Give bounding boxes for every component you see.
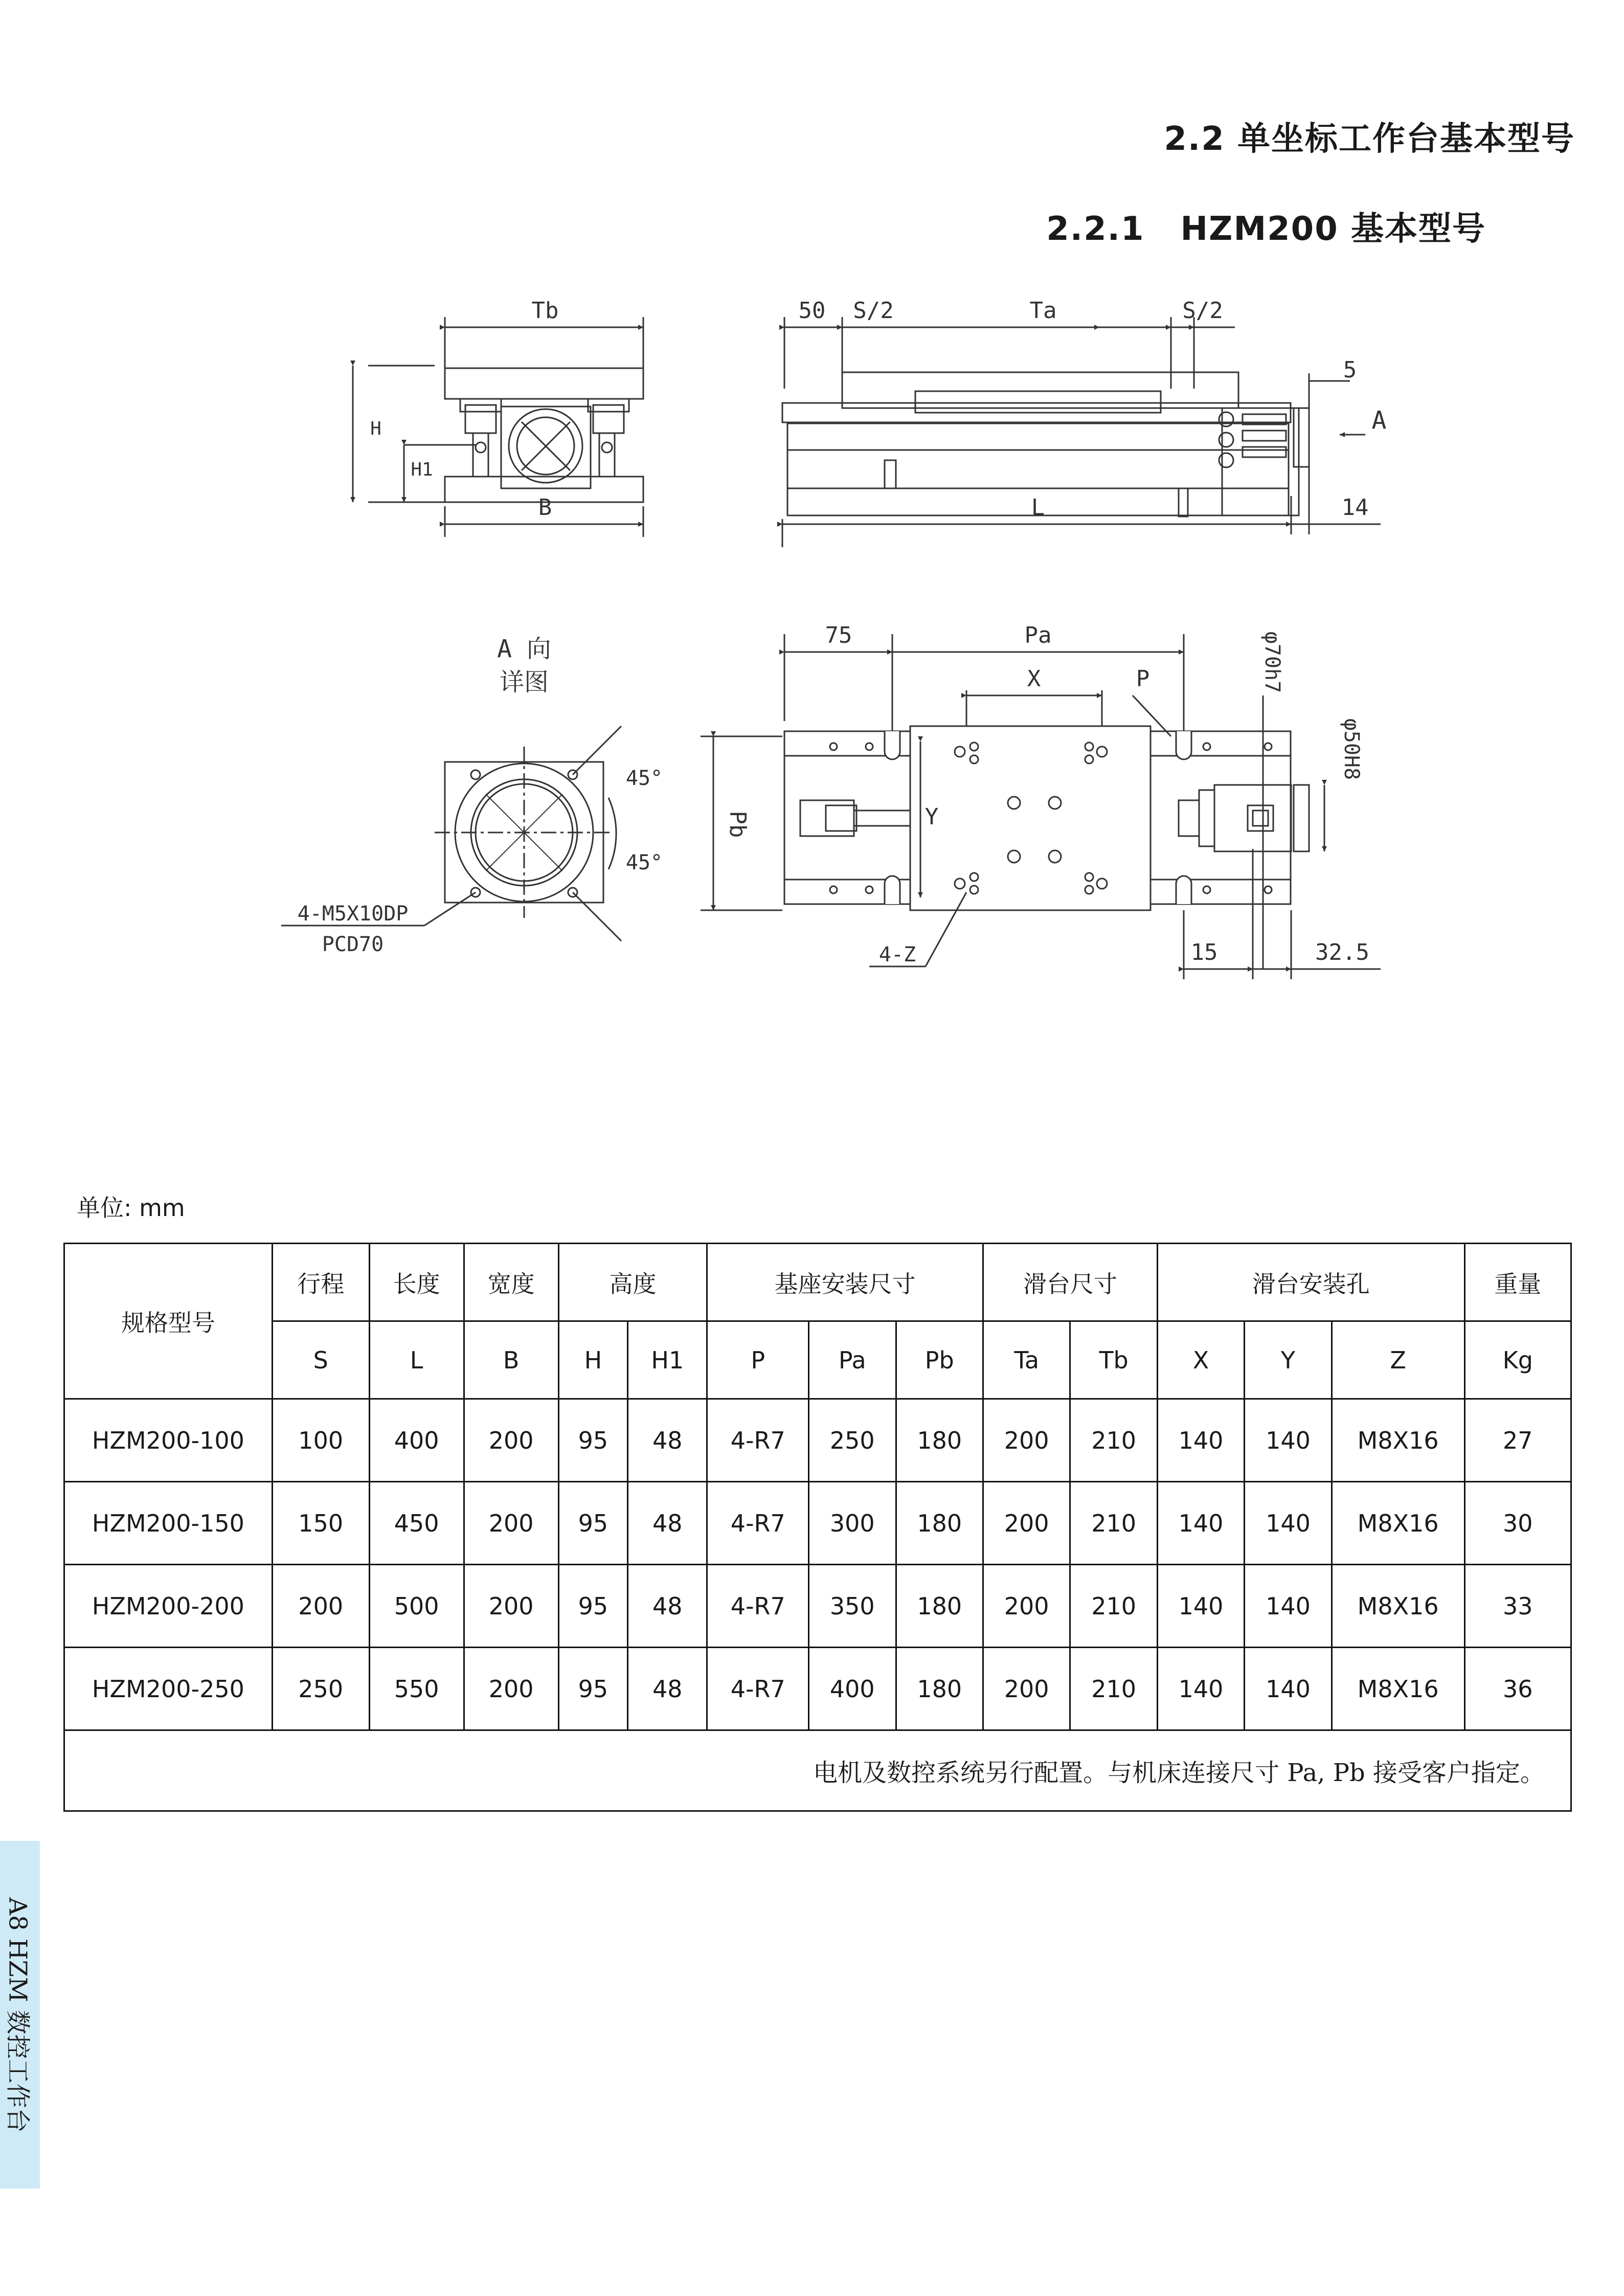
cell-pb: 180 bbox=[896, 1399, 983, 1482]
col-h1: H1 bbox=[628, 1321, 707, 1399]
cell-p: 4-R7 bbox=[707, 1399, 809, 1482]
col-h: H bbox=[558, 1321, 628, 1399]
cell-tb: 210 bbox=[1070, 1648, 1157, 1730]
view-label-line1: A 向 bbox=[497, 635, 551, 663]
dim-l: L bbox=[1031, 494, 1045, 521]
spec-table bbox=[63, 1243, 1572, 1812]
dim-32-5: 32.5 bbox=[1315, 939, 1369, 965]
front-view bbox=[782, 298, 1387, 547]
dim-p: P bbox=[1136, 666, 1150, 692]
cell-s: 250 bbox=[272, 1648, 369, 1730]
dim-s-half-right: S/2 bbox=[1182, 298, 1223, 324]
cell-z: M8X16 bbox=[1332, 1399, 1464, 1482]
col-p: P bbox=[707, 1321, 809, 1399]
col-s: S bbox=[272, 1321, 369, 1399]
cell-b: 200 bbox=[464, 1399, 558, 1482]
cell-b: 200 bbox=[464, 1565, 558, 1648]
cell-h: 95 bbox=[558, 1648, 628, 1730]
cell-ta: 200 bbox=[983, 1399, 1070, 1482]
dim-15: 15 bbox=[1190, 939, 1218, 965]
header-length: 长度 bbox=[369, 1244, 464, 1321]
angle-45-lower: 45° bbox=[625, 851, 663, 874]
cell-pb: 180 bbox=[896, 1565, 983, 1648]
dim-x: X bbox=[1027, 666, 1041, 692]
cell-kg: 36 bbox=[1464, 1648, 1571, 1730]
cell-pa: 350 bbox=[809, 1565, 896, 1648]
angle-45-upper: 45° bbox=[625, 767, 663, 790]
cell-h: 95 bbox=[558, 1565, 628, 1648]
col-x: X bbox=[1157, 1321, 1244, 1399]
cell-z: M8X16 bbox=[1332, 1565, 1464, 1648]
cell-y: 140 bbox=[1245, 1648, 1332, 1730]
cell-h1: 48 bbox=[628, 1648, 707, 1730]
dim-phi70: φ70h7 bbox=[1260, 631, 1284, 693]
header-width: 宽度 bbox=[464, 1244, 558, 1321]
cell-h: 95 bbox=[558, 1482, 628, 1565]
cell-l: 500 bbox=[369, 1565, 464, 1648]
cell-p: 4-R7 bbox=[707, 1648, 809, 1730]
dim-b: B bbox=[538, 494, 552, 521]
cell-y: 140 bbox=[1245, 1565, 1332, 1648]
cell-l: 450 bbox=[369, 1482, 464, 1565]
cell-s: 200 bbox=[272, 1565, 369, 1648]
unit-note: 单位: mm bbox=[77, 1194, 185, 1222]
cell-z: M8X16 bbox=[1332, 1648, 1464, 1730]
section-title: 2.2 单坐标工作台基本型号 bbox=[1164, 120, 1575, 158]
cell-ta: 200 bbox=[983, 1565, 1070, 1648]
col-l: L bbox=[369, 1321, 464, 1399]
col-pa: Pa bbox=[809, 1321, 896, 1399]
col-b: B bbox=[464, 1321, 558, 1399]
cell-p: 4-R7 bbox=[707, 1482, 809, 1565]
cell-pa: 300 bbox=[809, 1482, 896, 1565]
a-view-detail bbox=[281, 635, 663, 956]
subsection-number: 2.2.1 bbox=[1046, 210, 1145, 248]
cell-x: 140 bbox=[1157, 1648, 1244, 1730]
cell-x: 140 bbox=[1157, 1565, 1244, 1648]
header-model: 规格型号 bbox=[64, 1244, 273, 1399]
dim-5: 5 bbox=[1343, 357, 1357, 383]
cell-p: 4-R7 bbox=[707, 1565, 809, 1648]
side-tab bbox=[0, 1841, 40, 2189]
end-view bbox=[353, 298, 643, 537]
cell-b: 200 bbox=[464, 1482, 558, 1565]
cell-y: 140 bbox=[1245, 1482, 1332, 1565]
cell-tb: 210 bbox=[1070, 1482, 1157, 1565]
col-y: Y bbox=[1245, 1321, 1332, 1399]
pcd-label: PCD70 bbox=[322, 933, 384, 956]
cell-s: 100 bbox=[272, 1399, 369, 1482]
dim-75: 75 bbox=[825, 622, 852, 648]
subsection-name: HZM200 基本型号 bbox=[1180, 210, 1486, 248]
cell-tb: 210 bbox=[1070, 1399, 1157, 1482]
cell-h1: 48 bbox=[628, 1482, 707, 1565]
view-arrow-a: A bbox=[1371, 406, 1387, 435]
dim-50: 50 bbox=[798, 298, 826, 324]
header-base-mounting: 基座安装尺寸 bbox=[707, 1244, 983, 1321]
table-row bbox=[64, 1648, 1571, 1730]
header-stroke: 行程 bbox=[272, 1244, 369, 1321]
cell-s: 150 bbox=[272, 1482, 369, 1565]
cell-y: 140 bbox=[1245, 1399, 1332, 1482]
cell-kg: 30 bbox=[1464, 1482, 1571, 1565]
view-label-line2: 详图 bbox=[499, 668, 549, 696]
table-row bbox=[64, 1399, 1571, 1482]
header-height: 高度 bbox=[558, 1244, 707, 1321]
header-slide-mounting: 滑台安装孔 bbox=[1157, 1244, 1464, 1321]
dim-pa: Pa bbox=[1024, 622, 1052, 648]
table-row bbox=[64, 1482, 1571, 1565]
col-kg: Kg bbox=[1464, 1321, 1571, 1399]
cell-ta: 200 bbox=[983, 1482, 1070, 1565]
header-weight: 重量 bbox=[1464, 1244, 1571, 1321]
cell-model: HZM200-250 bbox=[64, 1648, 273, 1730]
cell-h1: 48 bbox=[628, 1399, 707, 1482]
cell-x: 140 bbox=[1157, 1399, 1244, 1482]
table-footer-note: 电机及数控系统另行配置。与机床连接尺寸 Pa, Pb 接受客户指定。 bbox=[64, 1730, 1571, 1811]
cell-kg: 27 bbox=[1464, 1399, 1571, 1482]
table-row bbox=[64, 1565, 1571, 1648]
cell-l: 550 bbox=[369, 1648, 464, 1730]
technical-drawing bbox=[0, 286, 1624, 1002]
dim-h1: H1 bbox=[411, 459, 433, 480]
cell-kg: 33 bbox=[1464, 1565, 1571, 1648]
cell-pb: 180 bbox=[896, 1482, 983, 1565]
side-tab-label: A8 HZM 数控工作台 bbox=[3, 1897, 32, 2133]
cell-h1: 48 bbox=[628, 1565, 707, 1648]
cell-tb: 210 bbox=[1070, 1565, 1157, 1648]
dim-pb: Pb bbox=[725, 811, 751, 838]
bolt-spec: 4-M5X10DP bbox=[297, 902, 409, 926]
cell-h: 95 bbox=[558, 1399, 628, 1482]
cell-ta: 200 bbox=[983, 1648, 1070, 1730]
cell-model: HZM200-200 bbox=[64, 1565, 273, 1648]
subsection-title bbox=[1046, 202, 1486, 250]
dim-phi50: φ50H8 bbox=[1340, 718, 1363, 780]
cell-pb: 180 bbox=[896, 1648, 983, 1730]
top-view bbox=[701, 622, 1381, 979]
cell-l: 400 bbox=[369, 1399, 464, 1482]
col-z: Z bbox=[1332, 1321, 1464, 1399]
cell-model: HZM200-150 bbox=[64, 1482, 273, 1565]
header-slide-size: 滑台尺寸 bbox=[983, 1244, 1157, 1321]
col-ta: Ta bbox=[983, 1321, 1070, 1399]
cell-x: 140 bbox=[1157, 1482, 1244, 1565]
dim-s-half-left: S/2 bbox=[853, 298, 894, 324]
dim-ta: Ta bbox=[1029, 298, 1057, 324]
col-pb: Pb bbox=[896, 1321, 983, 1399]
cell-model: HZM200-100 bbox=[64, 1399, 273, 1482]
cell-pa: 400 bbox=[809, 1648, 896, 1730]
col-tb: Tb bbox=[1070, 1321, 1157, 1399]
cell-b: 200 bbox=[464, 1648, 558, 1730]
cell-z: M8X16 bbox=[1332, 1482, 1464, 1565]
dim-y: Y bbox=[924, 804, 939, 830]
dim-h: H bbox=[370, 418, 381, 439]
cell-pa: 250 bbox=[809, 1399, 896, 1482]
dim-4z: 4-Z bbox=[878, 943, 916, 966]
dim-14: 14 bbox=[1341, 494, 1369, 521]
dim-tb: Tb bbox=[531, 298, 559, 324]
